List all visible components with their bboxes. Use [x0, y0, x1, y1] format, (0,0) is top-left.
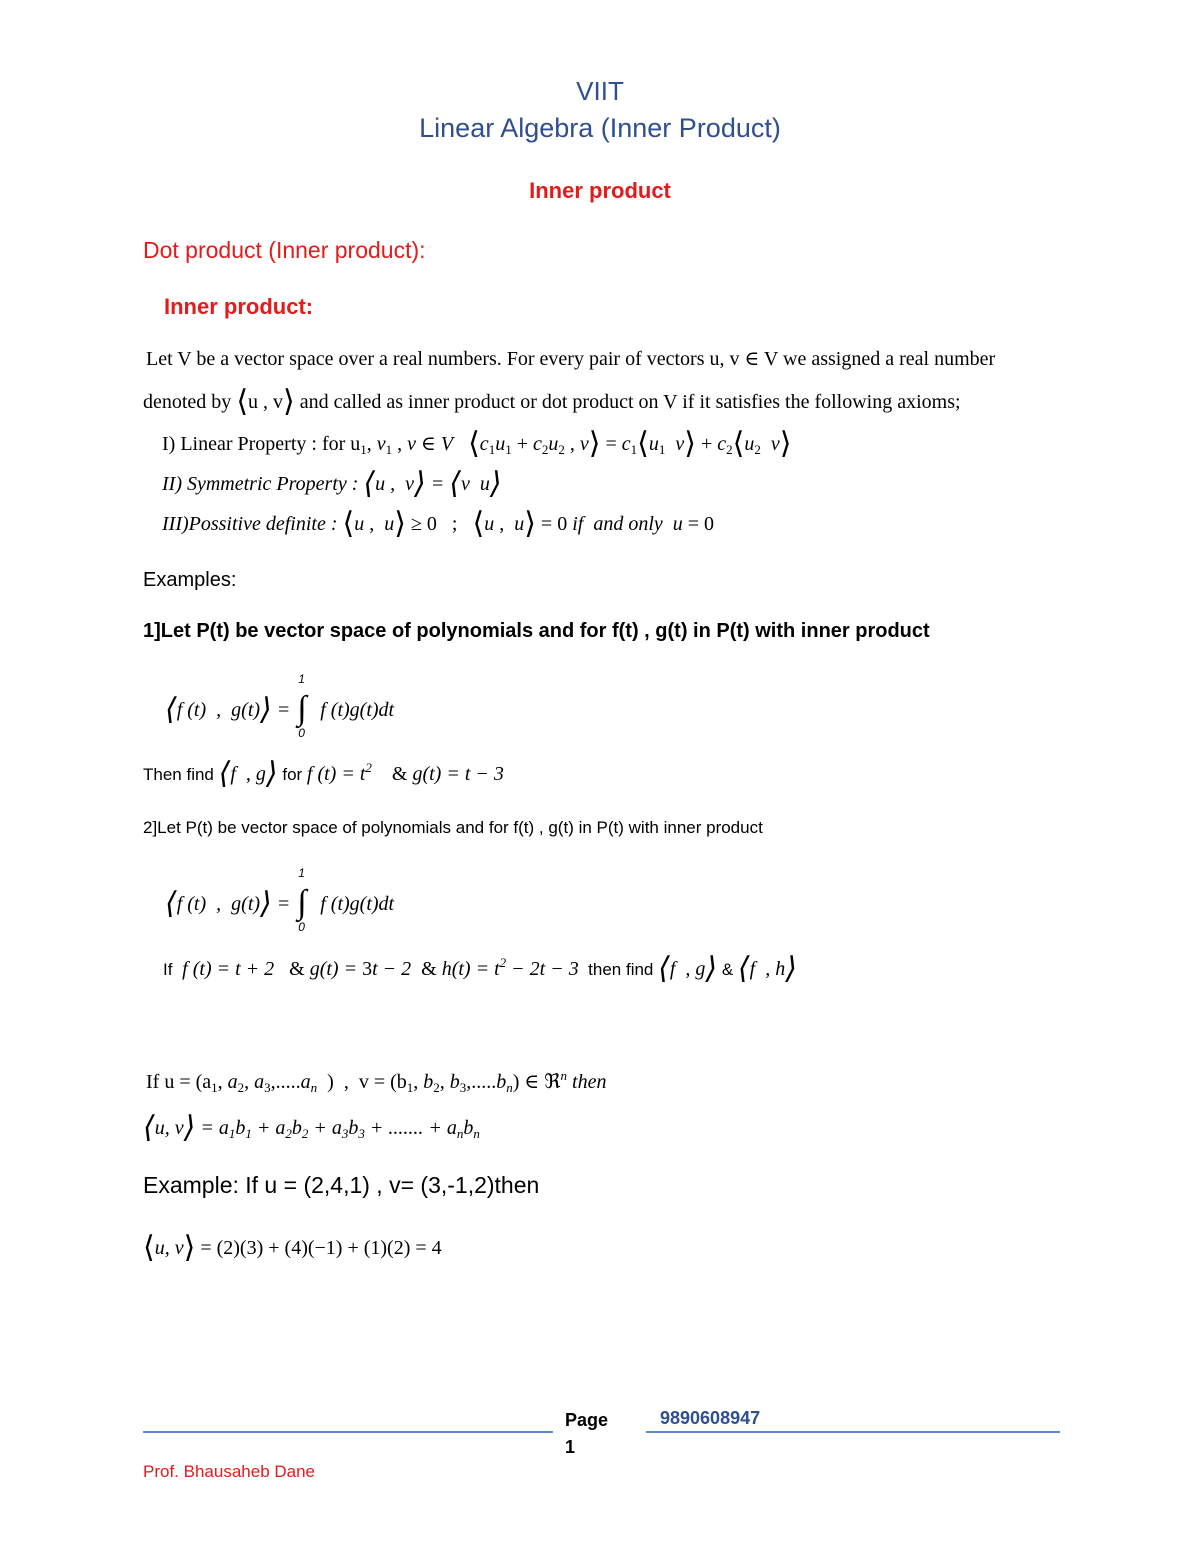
footer-rule-left: [143, 1431, 553, 1433]
phone-number: 9890608947: [660, 1408, 761, 1428]
example-1-task: Then find ⟨f , g⟩ for f $(t) = t^2$ & g(t) = t − 3: [143, 757, 504, 790]
author-name: Prof. Bhausaheb Dane: [143, 1462, 316, 1481]
example-1-integral: ⟨f (t) , g(t)⟩ = 1 ∫ 0 f (t)g(t)dt: [165, 672, 395, 741]
axiom-positive-definite: III)Possitive definite : ⟨u , u⟩ ≥ 0 ; ⟨u , u⟩ = 0 if and only u = 0: [162, 507, 715, 540]
org-title: VIIT: [576, 76, 624, 106]
topic-heading: Inner product: [529, 178, 671, 203]
numeric-example-result: ⟨u, v⟩ = (2)(3) + (4)(−1) + (1)(2) = 4: [143, 1231, 442, 1264]
inner-product-heading: Inner product:: [164, 294, 314, 319]
example-2-integral: ⟨f (t) , g(t)⟩ = 1 ∫ 0 f (t)g(t)dt: [165, 866, 395, 935]
definition-line-1: Let V be a vector space over a real numbers. For every pair of vectors u, v ∈ V we assigned a real number: [146, 348, 996, 370]
rn-inner-product-formula: ⟨u, v⟩ = $a_1b_1 + a_2b_2 + a_3b_3$ + ....... + $a_nb_n$: [143, 1111, 480, 1144]
example-1-statement: 1]Let P(t) be vector space of polynomials and for f(t) , g(t) in P(t) with inner product: [143, 620, 930, 642]
page-label: Page: [565, 1410, 609, 1430]
course-title: Linear Algebra (Inner Product): [419, 113, 781, 143]
axiom-linear: I) Linear Property : for $u_1$, $v_1$ , v ∈ V $⟨c_1u_1 + c_2u_2$ , v⟩ = $c_1⟨u_1$ v⟩ + $c_2⟨u_2$ v⟩: [162, 427, 792, 460]
dot-product-heading: Dot product (Inner product):: [143, 237, 426, 263]
numeric-example-heading: Example: If u = (2,4,1) , v= (3,-1,2)then: [143, 1172, 540, 1198]
examples-heading: Examples:: [143, 569, 237, 591]
element-of-symbol: ∈: [744, 348, 760, 370]
page-number: 1: [565, 1437, 576, 1457]
integral-symbol: 1 ∫ 0: [297, 672, 307, 741]
axiom-symmetric: II) Symmetric Property : ⟨u , v⟩ = ⟨v u⟩: [162, 467, 502, 500]
example-2-statement: 2]Let P(t) be vector space of polynomials and for f(t) , g(t) in P(t) with inner product: [143, 818, 763, 837]
rn-definition: If $u = (a_1$, $a_2$, $a_3,.....a_n$ ) , $v = (b_1$, $b_2$, $b_3,.....b_n$) ∈ ℜ$^n$ then: [146, 1068, 607, 1095]
example-2-task: If f (t) = t + 2 & g(t) = 3t − 2 & $h(t) = t^2 - 2t - 3$ then find ⟨f , g⟩ & ⟨f , h⟩: [163, 952, 797, 985]
footer-rule-right: [646, 1431, 1060, 1433]
definition-line-2: denoted by ⟨u , v⟩ and called as inner product or dot product on V if it satisfies the following axioms;: [143, 385, 961, 418]
integral-symbol: 1 ∫ 0: [297, 866, 307, 935]
